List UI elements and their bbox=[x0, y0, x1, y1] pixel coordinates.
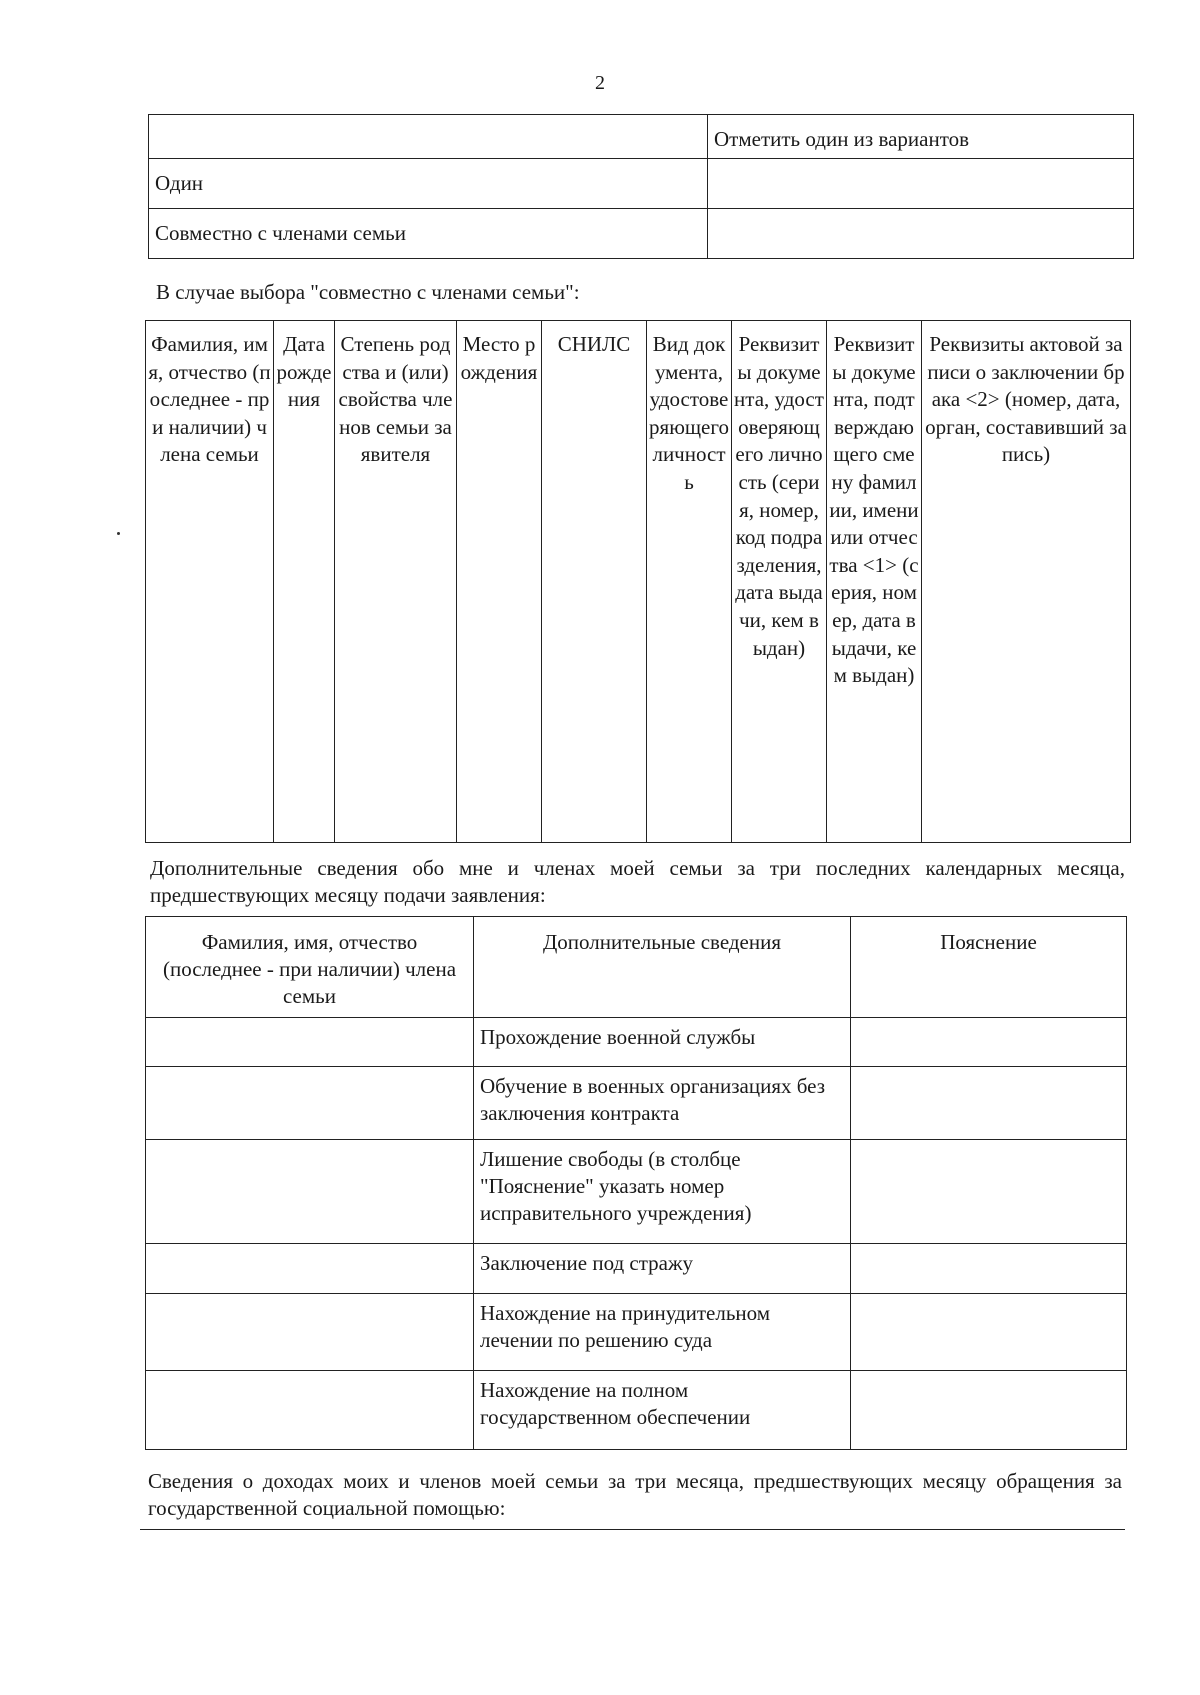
table-row bbox=[146, 1067, 1127, 1140]
name-cell[interactable] bbox=[146, 1294, 474, 1371]
name-cell[interactable] bbox=[146, 1067, 474, 1140]
header-id-document-type: Вид документа, удостоверяющего личность bbox=[647, 321, 732, 843]
header-id-document-details: Реквизиты документа, удостоверяющего личность (серия, номер, код подразделения, дата выдачи, кем выдан) bbox=[732, 321, 827, 843]
name-cell[interactable] bbox=[146, 1140, 474, 1244]
table-row bbox=[149, 209, 1134, 259]
header-full-name: Фамилия, имя, отчество (последнее - при наличии) члена семьи bbox=[146, 321, 274, 843]
choose-one-header: Отметить один из вариантов bbox=[708, 115, 1134, 159]
info-cell: Лишение свободы (в столбце "Пояснение" указать номер исправительного учреждения) bbox=[474, 1140, 851, 1244]
explanation-cell[interactable] bbox=[851, 1067, 1127, 1140]
table-header-row bbox=[146, 321, 1131, 843]
header-full-name: Фамилия, имя, отчество (последнее - при наличии) члена семьи bbox=[146, 917, 474, 1018]
option-together-label: Совместно с членами семьи bbox=[149, 209, 708, 259]
table-header-row bbox=[149, 115, 1134, 159]
table-row bbox=[146, 1371, 1127, 1450]
header-additional-info: Дополнительные сведения bbox=[474, 917, 851, 1018]
income-caption: Сведения о доходах моих и членов моей семьи за три месяца, предшествующих месяцу обращения за государственной социальной помощью: bbox=[148, 1469, 1122, 1520]
name-cell[interactable] bbox=[146, 1244, 474, 1294]
explanation-cell[interactable] bbox=[851, 1140, 1127, 1244]
family-members-table bbox=[145, 320, 1131, 843]
info-cell: Заключение под стражу bbox=[474, 1244, 851, 1294]
together-caption: В случае выбора "совместно с членами семьи": bbox=[156, 280, 580, 304]
info-cell: Прохождение военной службы bbox=[474, 1018, 851, 1067]
living-arrangement-table bbox=[148, 114, 1134, 259]
header-birth-date: Дата рождения bbox=[274, 321, 335, 843]
header-marriage-record: Реквизиты актовой записи о заключении брака <2> (номер, дата, орган, составивший запись) bbox=[922, 321, 1131, 843]
name-cell[interactable] bbox=[146, 1018, 474, 1067]
additional-info-table bbox=[145, 916, 1127, 1450]
table-row bbox=[146, 1294, 1127, 1371]
header-birthplace: Место рождения bbox=[457, 321, 542, 843]
info-cell: Нахождение на принудительном лечении по решению суда bbox=[474, 1294, 851, 1371]
table-row bbox=[146, 1140, 1127, 1244]
explanation-cell[interactable] bbox=[851, 1244, 1127, 1294]
additional-caption: Дополнительные сведения обо мне и членах моей семьи за три последних календарных месяца, предшествующих месяцу подачи заявления: bbox=[150, 856, 1125, 907]
scan-speck bbox=[117, 532, 120, 535]
table-row bbox=[146, 1244, 1127, 1294]
option-alone-label: Один bbox=[149, 159, 708, 209]
header-relationship: Степень родства и (или) свойства членов семьи заявителя bbox=[335, 321, 457, 843]
explanation-cell[interactable] bbox=[851, 1018, 1127, 1067]
table-row bbox=[146, 1018, 1127, 1067]
page-number: 2 bbox=[595, 72, 605, 94]
name-cell[interactable] bbox=[146, 1371, 474, 1450]
header-explanation: Пояснение bbox=[851, 917, 1127, 1018]
table-header-row bbox=[146, 917, 1127, 1018]
table-row bbox=[149, 159, 1134, 209]
info-cell: Обучение в военных организациях без заключения контракта bbox=[474, 1067, 851, 1140]
header-snils: СНИЛС bbox=[542, 321, 647, 843]
explanation-cell[interactable] bbox=[851, 1371, 1127, 1450]
blank-header-cell bbox=[149, 115, 708, 159]
income-section-rule bbox=[140, 1529, 1125, 1530]
explanation-cell[interactable] bbox=[851, 1294, 1127, 1371]
option-together-mark-cell[interactable] bbox=[708, 209, 1134, 259]
info-cell: Нахождение на полном государственном обеспечении bbox=[474, 1371, 851, 1450]
option-alone-mark-cell[interactable] bbox=[708, 159, 1134, 209]
header-name-change-document: Реквизиты документа, подтверждающего смену фамилии, имени или отчества <1> (серия, номер, дата выдачи, кем выдан) bbox=[827, 321, 922, 843]
